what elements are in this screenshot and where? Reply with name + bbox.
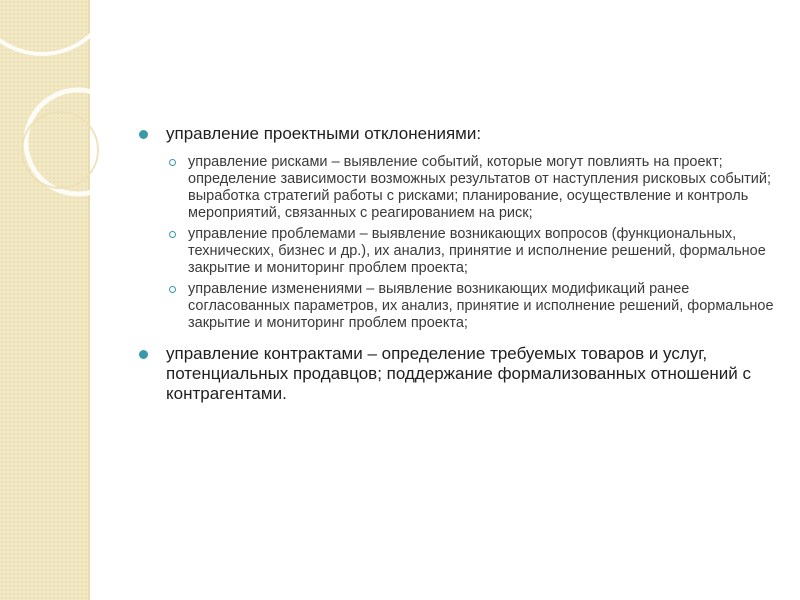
- subbullet-risk-management: [166, 154, 776, 222]
- bullet-contract-management: [136, 344, 776, 404]
- subbullet-ring: [169, 286, 176, 293]
- bullet-text: управление проектными отклонениями:: [166, 124, 482, 143]
- subbullet-text: управление рисками – выявление событий, которые могут повлиять на проект; определение зависимости возможных результатов от наступления рисковых событий; выработка стратегий работы с рисками; планирование, осуществление и контроль мероприятий, связанных с реагированием на риск;: [188, 154, 772, 221]
- subbullet-text: управление проблемами – выявление возникающих вопросов (функциональных, технических, бизнес и др.), их анализ, принятие и исполнение решений, формальное закрытие и мониторинг проблем проекта;: [188, 226, 766, 276]
- bullet-dot: [139, 130, 148, 139]
- ring-medium: [26, 90, 130, 194]
- slide-content: [136, 124, 776, 404]
- subbullet-change-management: [166, 281, 776, 332]
- subbullet-text: управление изменениями – выявление возникающих модификаций ранее согласованных параметров, их анализ, принятие и исполнение решений, формальное закрытие и мониторинг проблем проекта;: [188, 281, 774, 331]
- bullet-dot: [139, 350, 148, 359]
- ring-large: [0, 0, 114, 54]
- bullet-deviation-management: [136, 124, 776, 144]
- subbullet-problem-management: [166, 226, 776, 277]
- decorative-rings: [0, 0, 140, 210]
- subbullet-ring: [169, 231, 176, 238]
- ring-small: [22, 112, 98, 188]
- bullet-text: управление контрактами – определение требуемых товаров и услуг, потенциальных продавцов; поддержание формализованных отношений с контрагентами.: [166, 344, 751, 403]
- subbullet-ring: [169, 159, 176, 166]
